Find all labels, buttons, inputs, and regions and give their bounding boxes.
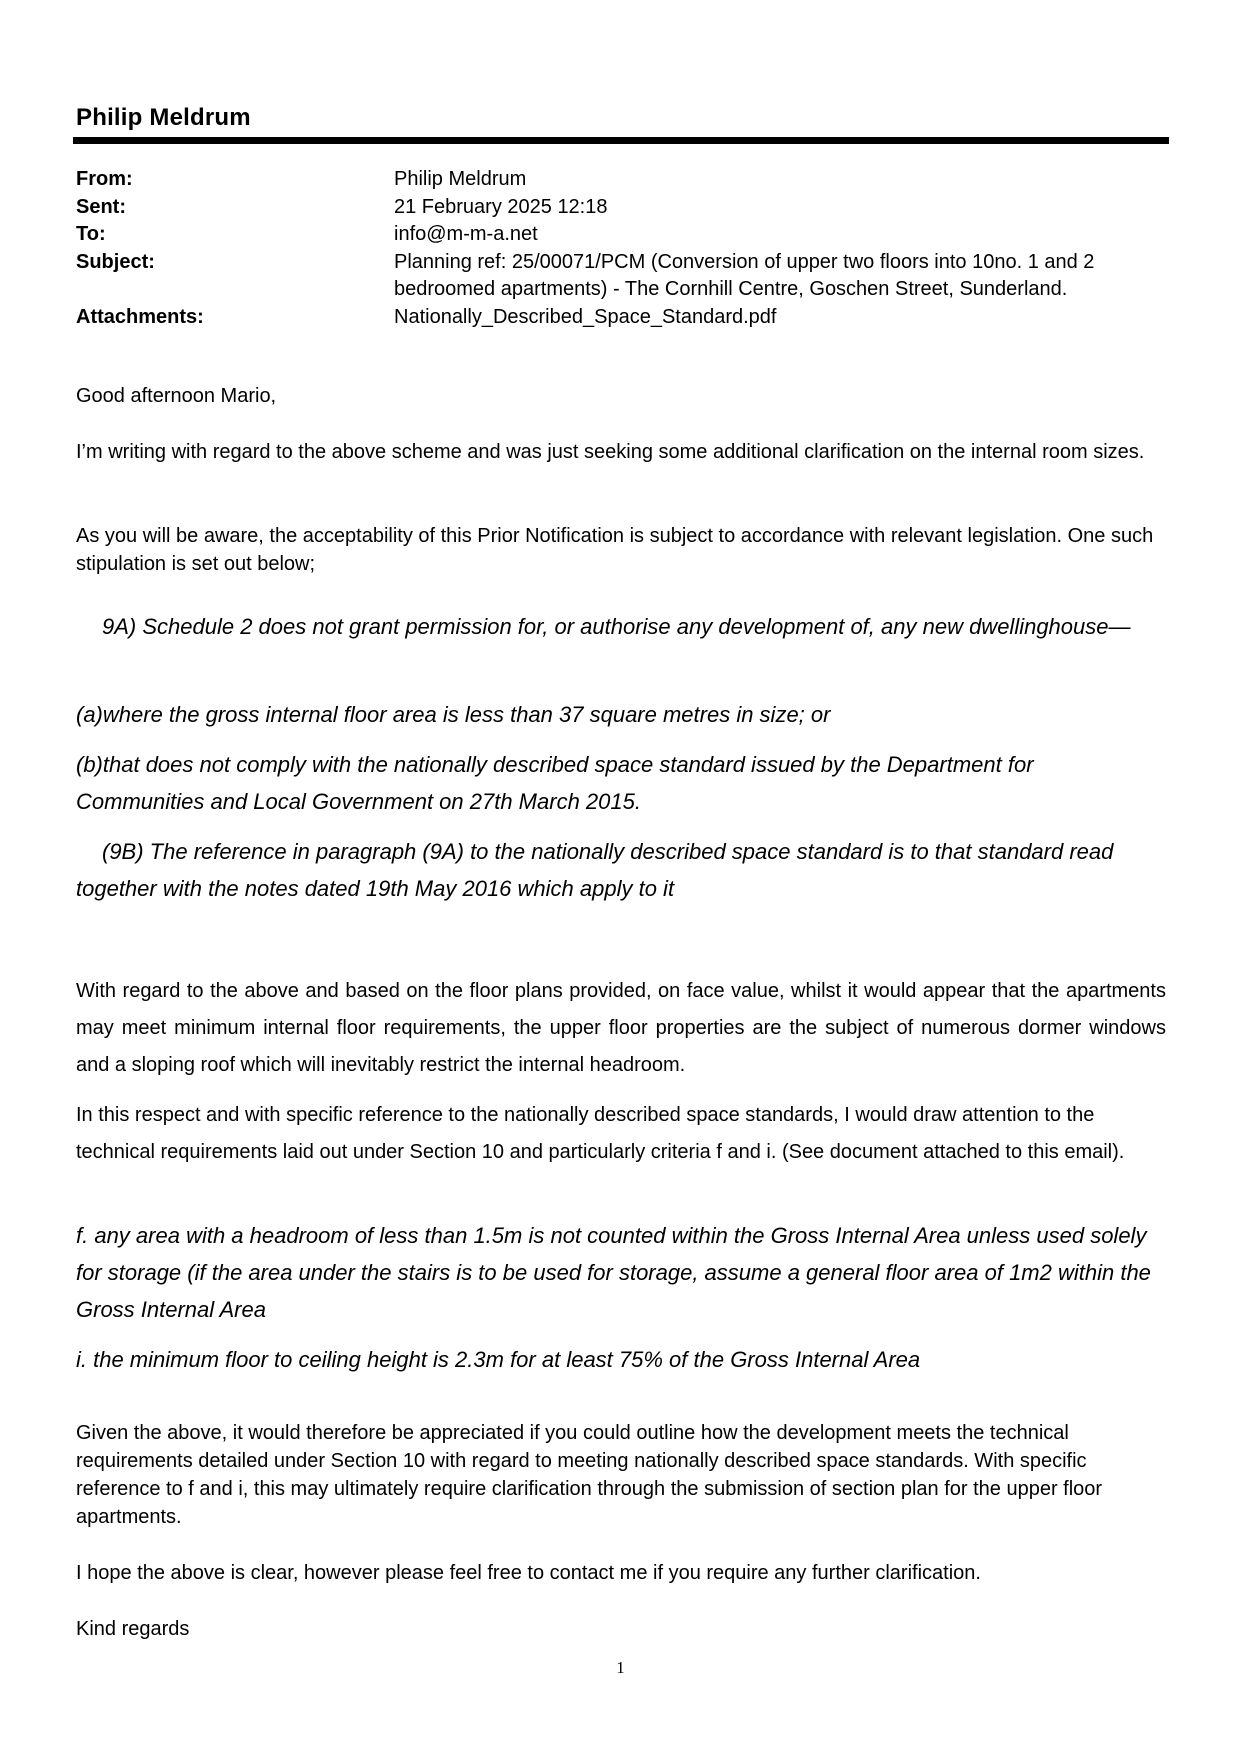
header-row-from bbox=[76, 166, 1166, 194]
header-value-to: info@m-m-a.net bbox=[394, 223, 538, 245]
sign-off: Kind regards bbox=[76, 1618, 190, 1640]
paragraph-section-10: In this respect and with specific reference to the nationally described space standards, I would draw attention to the technical requirements laid out under Section 10 and particularly criteria f and i. (See document attached to this email). bbox=[76, 1104, 1125, 1163]
header-label: Attachments: bbox=[76, 305, 204, 328]
paragraph-intro: I’m writing with regard to the above scheme and was just seeking some additional clarification on the internal room sizes. bbox=[76, 441, 1145, 463]
header-label: Sent: bbox=[76, 195, 126, 218]
header-label: To: bbox=[76, 223, 106, 245]
quote-criterion-f: f. any area with a headroom of less than 1.5m is not counted within the Gross Internal Area unless used solely for storage (if the area under the stairs is to be used for storage, assume a general floor area of 1m2 within the Gross Internal Area bbox=[76, 1223, 1151, 1322]
header-value-from: Philip Meldrum bbox=[394, 168, 527, 190]
quote-a: (a)where the gross internal floor area is less than 37 square metres in size; or bbox=[76, 702, 831, 727]
paragraph-request: Given the above, it would therefore be appreciated if you could outline how the development meets the technical requirements detailed under Section 10 with regard to meeting nationally described space standards. With specific reference to f and i, this may ultimately require clarification through the submission of section plan for the upper floor apartments. bbox=[76, 1422, 1103, 1528]
quote-9b: (9B) The reference in paragraph (9A) to the nationally described space standard is to that standard read together with the notes dated 19th May 2016 which apply to it bbox=[76, 839, 1114, 901]
quote-criterion-i: i. the minimum floor to ceiling height is 2.3m for at least 75% of the Gross Internal Area bbox=[76, 1347, 921, 1372]
header-row-attachments bbox=[76, 304, 1166, 332]
paragraph-closing: I hope the above is clear, however please feel free to contact me if you require any further clarification. bbox=[76, 1562, 981, 1584]
paragraph-floor-plans: With regard to the above and based on the floor plans provided, on face value, whilst it would appear that the apartments may meet minimum internal floor requirements, the upper floor properties are the subject of numerous dormer windows and a sloping roof which will inevitably restrict the internal headroom. bbox=[76, 980, 1166, 1076]
page-number: 1 bbox=[616, 1658, 625, 1677]
header-row-subject bbox=[76, 249, 1166, 304]
greeting: Good afternoon Mario, bbox=[76, 385, 277, 407]
email-headers bbox=[76, 166, 1166, 331]
header-row-sent bbox=[76, 194, 1166, 222]
header-label: From: bbox=[76, 168, 133, 190]
sender-name-heading: Philip Meldrum bbox=[76, 104, 251, 131]
header-label: Subject: bbox=[76, 250, 155, 273]
quote-b: (b)that does not comply with the nationally described space standard issued by the Department for Communities and Local Government on 27th March 2015. bbox=[76, 752, 1034, 814]
header-value-subject: Planning ref: 25/00071/PCM (Conversion of upper two floors into 10no. 1 and 2 bedroomed apartments) - The Cornhill Centre, Goschen Street, Sunderland. bbox=[394, 250, 1095, 300]
header-value-sent: 21 February 2025 12:18 bbox=[394, 195, 608, 218]
attachment-link[interactable]: Nationally_Described_Space_Standard.pdf bbox=[394, 305, 777, 328]
paragraph-legislation: As you will be aware, the acceptability of this Prior Notification is subject to accordance with relevant legislation. One such stipulation is set out below; bbox=[76, 525, 1154, 575]
header-row-to bbox=[76, 221, 1166, 249]
quote-9a: 9A) Schedule 2 does not grant permission for, or authorise any development of, any new dwellinghouse— bbox=[102, 614, 1131, 639]
header-divider bbox=[73, 137, 1169, 144]
